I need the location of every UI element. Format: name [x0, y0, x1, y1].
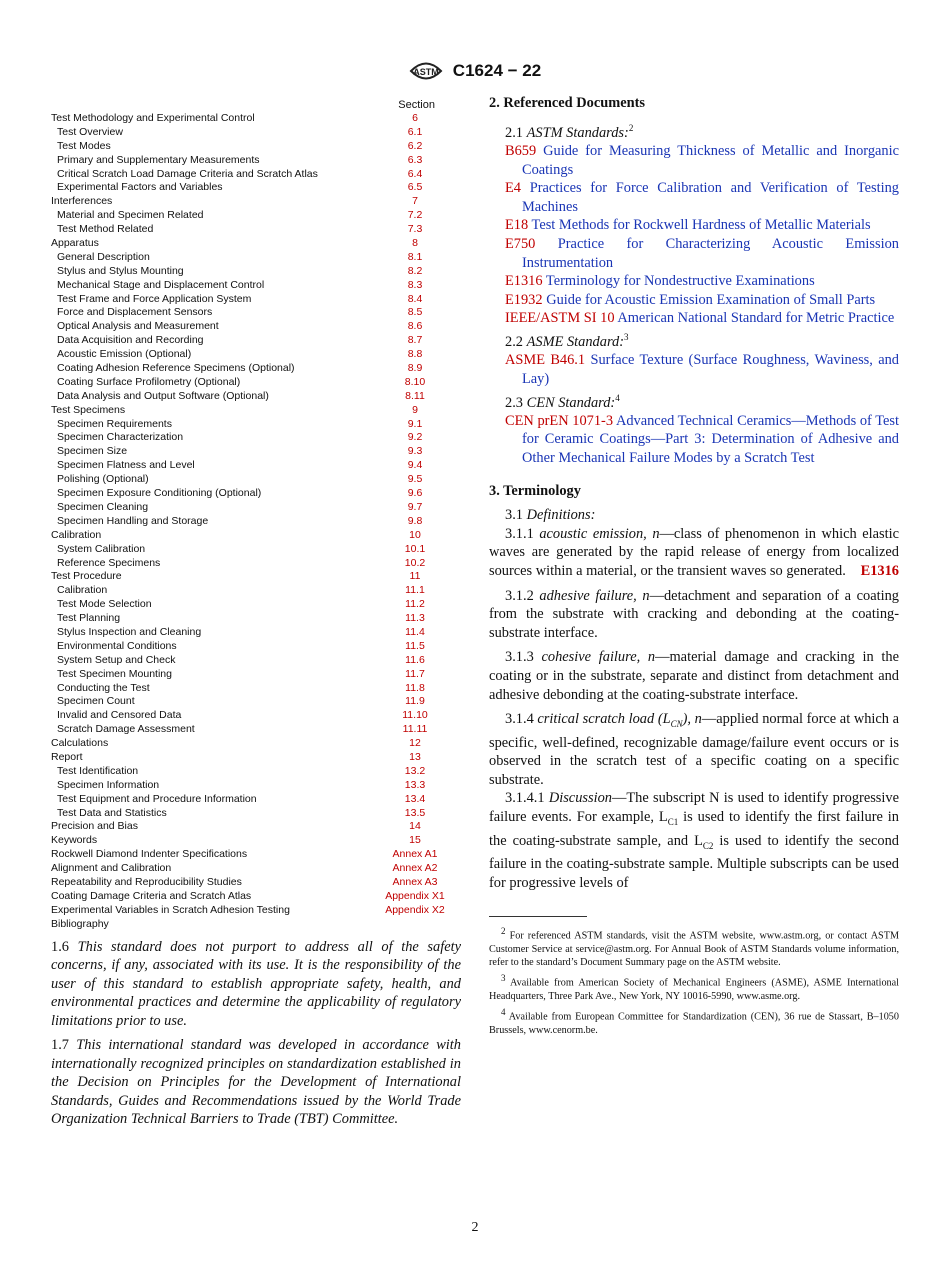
right-column: [489, 94, 899, 1040]
definition-text: —material damage and cracking in the coating or in the substrate, separate and distinct from detachment and adhesive debonding at the coating-substrate interface.: [489, 649, 899, 703]
toc-title: Conducting the Test: [57, 681, 150, 694]
toc-section-link[interactable]: 6.3: [407, 153, 423, 166]
toc-title: Stylus Inspection and Cleaning: [57, 625, 202, 638]
reference-title-link[interactable]: Terminology for Nondestructive Examinations: [545, 273, 815, 290]
toc-title: Force and Displacement Sensors: [57, 306, 213, 319]
toc-row[interactable]: [51, 904, 461, 918]
footnote-text: Available from European Committee for Standardization (CEN), 36 rue de Stassart, B–1050 Brussels, www.cenorm.be.: [489, 1011, 899, 1036]
toc-row[interactable]: [51, 890, 461, 904]
toc-row[interactable]: [51, 209, 461, 223]
definition-term: acoustic emission, n: [539, 525, 660, 542]
section-3-heading: 3. Terminology: [489, 482, 581, 499]
toc-title: Specimen Cleaning: [57, 500, 149, 513]
reference-title-link[interactable]: Guide for Acoustic Emission Examination of Small Parts: [546, 291, 876, 308]
toc-title: Acoustic Emission (Optional): [57, 348, 192, 361]
toc-section-link[interactable]: 7: [412, 195, 418, 208]
toc-row[interactable]: [51, 557, 461, 571]
toc-title: Test Method Related: [57, 223, 154, 236]
footnote-number: 3: [501, 973, 506, 984]
toc-row[interactable]: [51, 320, 461, 334]
toc-title: Calibration: [51, 528, 102, 541]
toc-section-link[interactable]: 10.1: [404, 542, 426, 555]
toc-title: Specimen Exposure Conditioning (Optional): [57, 487, 262, 500]
toc-section-link[interactable]: 13: [409, 750, 421, 763]
reference-item[interactable]: [505, 272, 899, 291]
subsection-number: 2.3: [505, 394, 523, 411]
toc-section-link[interactable]: 11.1: [405, 584, 425, 597]
toc-row[interactable]: [51, 570, 461, 584]
discussion-3-1-4-1: [489, 789, 899, 892]
toc-row[interactable]: [51, 431, 461, 445]
toc-section-link[interactable]: 13.4: [404, 792, 426, 805]
toc-section-link[interactable]: 8.8: [407, 348, 423, 361]
toc-row[interactable]: [51, 279, 461, 293]
toc-section-link[interactable]: 9.4: [407, 459, 423, 472]
reference-code-link[interactable]: E18: [505, 217, 529, 234]
toc-section-link[interactable]: 11.10: [402, 709, 428, 722]
toc-section-link[interactable]: 8.2: [407, 264, 423, 277]
toc-title: Coating Damage Criteria and Scratch Atlas: [51, 889, 252, 902]
toc-title: Material and Specimen Related: [57, 209, 204, 222]
toc-title: Specimen Information: [57, 778, 160, 791]
toc-title: Coating Adhesion Reference Specimens (Optional): [57, 362, 295, 375]
subscript: CN: [670, 719, 683, 730]
footnote: [489, 925, 899, 969]
page-header: [0, 56, 950, 86]
toc-title: Test Equipment and Procedure Information: [57, 792, 257, 805]
toc-title: Polishing (Optional): [57, 473, 149, 486]
toc-section-link[interactable]: 9.3: [407, 445, 423, 458]
toc-row[interactable]: [51, 390, 461, 404]
reference-item[interactable]: [505, 235, 899, 272]
toc-section-link[interactable]: 8.3: [407, 278, 423, 291]
toc-row[interactable]: [51, 195, 461, 209]
toc-row[interactable]: [51, 695, 461, 709]
toc-row[interactable]: [51, 779, 461, 793]
subsection-number: 2.2: [505, 333, 523, 350]
reference-item[interactable]: [505, 216, 899, 235]
toc-row[interactable]: [51, 765, 461, 779]
toc-title: Test Modes: [57, 139, 111, 152]
toc-section-link[interactable]: 8: [412, 237, 418, 250]
toc-title: Data Acquisition and Recording: [57, 334, 204, 347]
reference-code-link[interactable]: ASME B46.1: [505, 352, 586, 369]
definition-term: Discussion: [548, 790, 612, 807]
toc-row[interactable]: [51, 626, 461, 640]
toc-section-link[interactable]: 11.8: [405, 681, 425, 694]
toc-row[interactable]: [51, 501, 461, 515]
toc-section-link[interactable]: 8.5: [407, 306, 423, 319]
toc-section-link[interactable]: 11.6: [405, 653, 425, 666]
toc-row[interactable]: [51, 473, 461, 487]
toc-row[interactable]: [51, 362, 461, 376]
footnote-divider: [489, 916, 587, 917]
toc-section-link[interactable]: 6: [412, 112, 418, 124]
toc-row[interactable]: [51, 793, 461, 807]
document-number: C1624 − 22: [452, 61, 542, 80]
toc-row[interactable]: [51, 334, 461, 348]
definition-3-1-2: [489, 587, 899, 643]
reference-code-link[interactable]: E1316: [505, 273, 543, 290]
toc-section-link[interactable]: 11.3: [405, 612, 425, 625]
reference-code-link[interactable]: B659: [505, 142, 537, 159]
toc-row[interactable]: [51, 306, 461, 320]
footnote-text: For referenced ASTM standards, visit the ASTM website, www.astm.org, or contact ASTM Customer Service at service@astm.org. For Annual Book of ASTM Standards volume information, refer to the standard’s Document Summary page on the ASTM website.: [489, 930, 900, 968]
reference-asme-b46-1[interactable]: [505, 351, 899, 388]
toc-section-link[interactable]: Annex A2: [392, 862, 438, 875]
toc-row[interactable]: [51, 515, 461, 529]
subsection-label: CEN Standard:: [526, 394, 616, 411]
reference-code-link[interactable]: E4: [505, 180, 521, 197]
toc-row[interactable]: [51, 181, 461, 195]
subsection-number: 3.1: [505, 507, 523, 524]
reference-code-link[interactable]: IEEE/ASTM SI 10: [505, 310, 615, 327]
definition-number: 3.1.3: [505, 649, 534, 666]
toc-title: Scratch Damage Assessment: [57, 723, 195, 736]
toc-title: Alignment and Calibration: [51, 862, 172, 875]
reference-code-link[interactable]: CEN prEN 1071-3: [505, 412, 614, 429]
paragraph-1-7: [51, 1036, 461, 1129]
toc-row[interactable]: [51, 223, 461, 237]
toc-title: Test Mode Selection: [57, 598, 152, 611]
toc-row[interactable]: [51, 543, 461, 557]
definition-3-1-3: [489, 648, 899, 704]
definition-text: —detachment and separation of a coating from the substrate with cracking and debonding at the coating-substrate interface.: [489, 587, 899, 641]
toc-row[interactable]: [51, 862, 461, 876]
footnote-marker: 3: [624, 331, 629, 342]
toc-section-link[interactable]: 7.3: [407, 223, 423, 236]
toc-title: Specimen Size: [57, 445, 128, 458]
toc-row[interactable]: [51, 529, 461, 543]
reference-title-link[interactable]: Practice for Characterizing Acoustic Emission Instrumentation: [522, 235, 899, 271]
svg-text:ASTM: ASTM: [413, 67, 439, 77]
toc-row[interactable]: [51, 640, 461, 654]
toc-section-link[interactable]: 6.5: [407, 181, 423, 194]
reference-title-link[interactable]: Surface Texture (Surface Roughness, Waviness, and Lay): [522, 352, 899, 387]
toc-row[interactable]: [51, 820, 461, 834]
toc-title: Specimen Requirements: [57, 417, 172, 430]
toc-title: Mechanical Stage and Displacement Control: [57, 278, 265, 291]
toc-row[interactable]: [51, 459, 461, 473]
toc-row[interactable]: [51, 418, 461, 432]
reference-item[interactable]: [505, 309, 899, 328]
toc-title: Experimental Factors and Variables: [57, 181, 223, 194]
toc-section-link[interactable]: 7.2: [407, 209, 423, 222]
reference-code-link[interactable]: E750: [505, 235, 536, 252]
definition-text: —applied normal force at which a specific, well-defined, recognizable damage/failure event occurs or is observed in the scratch test of a specific coating on a specific substrate.: [489, 711, 900, 788]
toc-section-link[interactable]: 11.5: [405, 639, 425, 652]
toc-title: Calculations: [51, 737, 109, 750]
subsection-label: Definitions:: [526, 507, 596, 524]
definition-3-1-4: [489, 710, 899, 789]
toc-title: Report: [51, 750, 83, 763]
toc-title: Interferences: [51, 195, 113, 208]
footnote-marker: 2: [628, 122, 634, 133]
astm-logo-icon: [409, 56, 443, 86]
toc-title: Optical Analysis and Measurement: [57, 320, 219, 333]
paragraph-text: This standard does not purport to address all of the safety concerns, if any, associated with its use. It is the responsibility of the user of this standard to establish appropriate safety, health, and environmental practices and determine the applicability of regulatory limitations prior to use.: [51, 938, 461, 1029]
footnote-text: Available from American Society of Mechanical Engineers (ASME), ASME International Headquarters, Three Park Ave., New York, NY 10016-5990, www.asme.org.: [489, 977, 899, 1002]
toc-row[interactable]: [51, 751, 461, 765]
toc-row[interactable]: [51, 584, 461, 598]
toc-section-link[interactable]: 8.4: [407, 292, 423, 305]
toc-title: Test Overview: [57, 125, 123, 138]
toc-section-link[interactable]: 8.6: [407, 320, 423, 333]
paragraph-number: 1.6: [51, 938, 69, 955]
toc-title: Test Specimen Mounting: [57, 667, 172, 680]
toc-section-link[interactable]: 9: [412, 403, 418, 416]
toc-section-link[interactable]: 6.1: [407, 125, 423, 138]
reference-item[interactable]: [505, 142, 899, 179]
toc-section-link[interactable]: 11.7: [405, 667, 425, 680]
toc-title: Critical Scratch Load Damage Criteria and Scratch Atlas: [57, 167, 318, 180]
definition-text: —class of phenomenon in which elastic waves are generated by the rapid release of energy from localized sources within a material, or the transient waves so generated.: [489, 525, 899, 580]
toc-section-link[interactable]: Appendix X2: [385, 903, 445, 916]
reference-code-link[interactable]: E1932: [505, 291, 543, 308]
reference-cen-1071-3[interactable]: [505, 412, 899, 468]
toc-title: Experimental Variables in Scratch Adhesion Testing: [51, 903, 290, 916]
subscript: C2: [702, 840, 714, 851]
toc-row[interactable]: [51, 404, 461, 418]
toc-title: Test Data and Statistics: [57, 806, 167, 819]
toc-section-link[interactable]: 6.2: [407, 139, 423, 152]
toc-row[interactable]: [51, 834, 461, 848]
toc-section-link[interactable]: 9.7: [407, 500, 423, 513]
toc-row[interactable]: [51, 348, 461, 362]
reference-title-link[interactable]: Guide for Measuring Thickness of Metallic and Inorganic Coatings: [522, 142, 899, 178]
toc-title: Test Specimens: [51, 403, 126, 416]
toc-row[interactable]: [51, 598, 461, 612]
reference-title-link[interactable]: American National Standard for Metric Practice: [617, 310, 895, 327]
astm-standards-label: [505, 119, 899, 142]
toc-title: System Calibration: [57, 542, 146, 555]
toc-row[interactable]: [51, 876, 461, 890]
definition-number: 3.1.1: [505, 525, 534, 542]
toc-section-link[interactable]: 13.2: [404, 764, 426, 777]
toc-title: Calibration: [57, 584, 108, 597]
reference-title-link[interactable]: Test Methods for Rockwell Hardness of Metallic Materials: [531, 217, 871, 234]
toc-title: Data Analysis and Output Software (Optional): [57, 389, 269, 402]
toc-section-link[interactable]: Annex A1: [392, 848, 438, 861]
definition-text: —The subscript N is used to identify progressive failure events. For example, L: [489, 790, 899, 826]
toc-row[interactable]: [51, 848, 461, 862]
toc-section-label: Section: [398, 99, 435, 111]
toc-section-link[interactable]: 14: [409, 820, 421, 833]
subsection-number: 2.1: [505, 124, 523, 141]
subsection-label: ASTM Standards:: [526, 124, 629, 141]
toc-title: Test Methodology and Experimental Control: [51, 112, 255, 124]
footnotes: [489, 925, 899, 1037]
toc-title: Apparatus: [51, 237, 99, 250]
definition-source-link[interactable]: E1316: [860, 563, 899, 580]
toc-row[interactable]: [51, 709, 461, 723]
toc-title: Test Frame and Force Application System: [57, 292, 252, 305]
definition-number: 3.1.4: [505, 711, 534, 728]
toc-title: Precision and Bias: [51, 820, 138, 833]
toc-row[interactable]: [51, 682, 461, 696]
toc-title: Test Procedure: [51, 570, 122, 583]
toc-title: Specimen Count: [57, 695, 135, 708]
cen-standard-label: [505, 389, 899, 412]
toc-row[interactable]: [51, 807, 461, 821]
toc-row[interactable]: [51, 654, 461, 668]
reference-item[interactable]: [505, 179, 899, 216]
astm-reference-list: [489, 142, 899, 328]
toc-row[interactable]: [51, 487, 461, 501]
toc-section-link[interactable]: 8.10: [404, 375, 426, 388]
toc-row[interactable]: [51, 126, 461, 140]
toc-section-link[interactable]: 8.11: [405, 389, 425, 402]
toc-title: Environmental Conditions: [57, 639, 177, 652]
toc-section-link[interactable]: 11: [409, 570, 421, 583]
footnote: [489, 972, 899, 1003]
toc-section-link[interactable]: 9.5: [407, 473, 423, 486]
toc-row[interactable]: [51, 237, 461, 251]
toc-section-link[interactable]: 9.1: [407, 417, 423, 430]
paragraph-text: This international standard was developed in accordance with internationally recognized principles on standardization established in the Decision on Principles for the Development of International Standards, Guides and Recommendations issued by the World Trade Organization Technical Barriers to Trade (TBT) Committee.: [51, 1037, 461, 1128]
toc-section-link[interactable]: 13.3: [404, 778, 426, 791]
definition-number: 3.1.2: [505, 587, 534, 604]
toc-row[interactable]: [51, 293, 461, 307]
toc-row[interactable]: [51, 265, 461, 279]
toc-section-link[interactable]: Appendix X1: [385, 889, 445, 902]
reference-title-link[interactable]: Practices for Force Calibration and Verification of Testing Machines: [522, 180, 899, 215]
left-column: [51, 98, 461, 1129]
toc-title: Specimen Characterization: [57, 431, 184, 444]
definition-term: adhesive failure, n: [539, 587, 650, 604]
toc-title: Test Planning: [57, 612, 121, 625]
toc-section-link[interactable]: Annex A3: [392, 875, 438, 888]
paragraph-1-6: [51, 938, 461, 1031]
toc-title: Reference Specimens: [57, 556, 161, 569]
toc-title: System Setup and Check: [57, 653, 176, 666]
subscript: C1: [667, 816, 679, 827]
toc-row[interactable]: [51, 918, 461, 932]
toc-section-link[interactable]: 13.5: [404, 806, 426, 819]
footnote: [489, 1006, 899, 1037]
footnote-number: 4: [501, 1006, 506, 1017]
toc-title: Rockwell Diamond Indenter Specifications: [51, 848, 248, 861]
toc-title: Primary and Supplementary Measurements: [57, 153, 260, 166]
toc-row[interactable]: [51, 154, 461, 168]
toc-title: Stylus and Stylus Mounting: [57, 264, 184, 277]
definition-text: is used to identify the first failure in the coating-substrate sample, and L: [489, 809, 899, 849]
definition-term: ), n: [682, 711, 702, 728]
toc-row[interactable]: [51, 140, 461, 154]
toc-row[interactable]: [51, 737, 461, 751]
definition-term: critical scratch load (L: [537, 711, 671, 728]
toc-section-link[interactable]: 11.4: [405, 625, 425, 638]
toc-section-link[interactable]: 6.4: [407, 167, 423, 180]
toc-section-link[interactable]: 12: [409, 737, 421, 750]
toc-section-link[interactable]: 15: [409, 834, 421, 847]
toc-title: Coating Surface Profilometry (Optional): [57, 375, 241, 388]
toc-title: Specimen Flatness and Level: [57, 459, 195, 472]
toc-row[interactable]: [51, 668, 461, 682]
toc-section-link[interactable]: 8.7: [407, 334, 423, 347]
toc-section-link[interactable]: 11.11: [402, 723, 428, 736]
definitions-label: [505, 506, 899, 525]
toc-title: Specimen Handling and Storage: [57, 514, 209, 527]
reference-title-link[interactable]: Advanced Technical Ceramics—Methods of Test for Ceramic Coatings—Part 3: Determination of Adhesive and Other Mechanical Failure Modes by a Scratch Test: [522, 412, 899, 467]
toc-row[interactable]: [51, 445, 461, 459]
toc-section-link[interactable]: 11.2: [405, 598, 425, 611]
page-number: 2: [471, 1220, 479, 1235]
toc-title: Keywords: [51, 834, 98, 847]
toc-title: Bibliography: [51, 917, 109, 930]
toc-row[interactable]: [51, 376, 461, 390]
toc-section-link[interactable]: 10.2: [404, 556, 426, 569]
definition-text: is used to identify the second failure in the coating-substrate sample. Multiple subscripts can be used for progressive levels of: [489, 832, 899, 891]
toc-section-link[interactable]: 11.9: [405, 695, 425, 708]
reference-item[interactable]: [505, 291, 899, 310]
toc-row[interactable]: [51, 723, 461, 737]
toc-section-link[interactable]: 8.1: [407, 250, 423, 263]
toc-row[interactable]: [51, 112, 461, 126]
toc-row[interactable]: [51, 612, 461, 626]
paragraph-number: 1.7: [51, 1037, 69, 1054]
section-2-heading: 2. Referenced Documents: [489, 95, 645, 111]
toc-section-link[interactable]: 9.6: [407, 487, 423, 500]
toc-title: General Description: [57, 250, 150, 263]
toc-section-link[interactable]: 9.8: [407, 514, 423, 527]
toc-section-link[interactable]: 8.9: [407, 362, 423, 375]
toc-row[interactable]: [51, 168, 461, 182]
definition-3-1-1: [489, 525, 899, 581]
footnote-number: 2: [501, 926, 506, 937]
subsection-label: ASME Standard:: [526, 333, 624, 350]
toc-section-link[interactable]: 9.2: [407, 431, 423, 444]
asme-standard-label: [505, 328, 899, 351]
definition-term: cohesive failure, n: [541, 649, 656, 666]
toc-title: Invalid and Censored Data: [57, 709, 182, 722]
toc-title: Test Identification: [57, 764, 139, 777]
toc-section-link[interactable]: 10: [409, 528, 421, 541]
toc-title: Repeatability and Reproducibility Studies: [51, 875, 242, 888]
toc-row[interactable]: [51, 251, 461, 265]
definition-number: 3.1.4.1: [505, 790, 545, 807]
footnote-marker: 4: [615, 392, 620, 403]
table-of-contents: [51, 112, 461, 932]
